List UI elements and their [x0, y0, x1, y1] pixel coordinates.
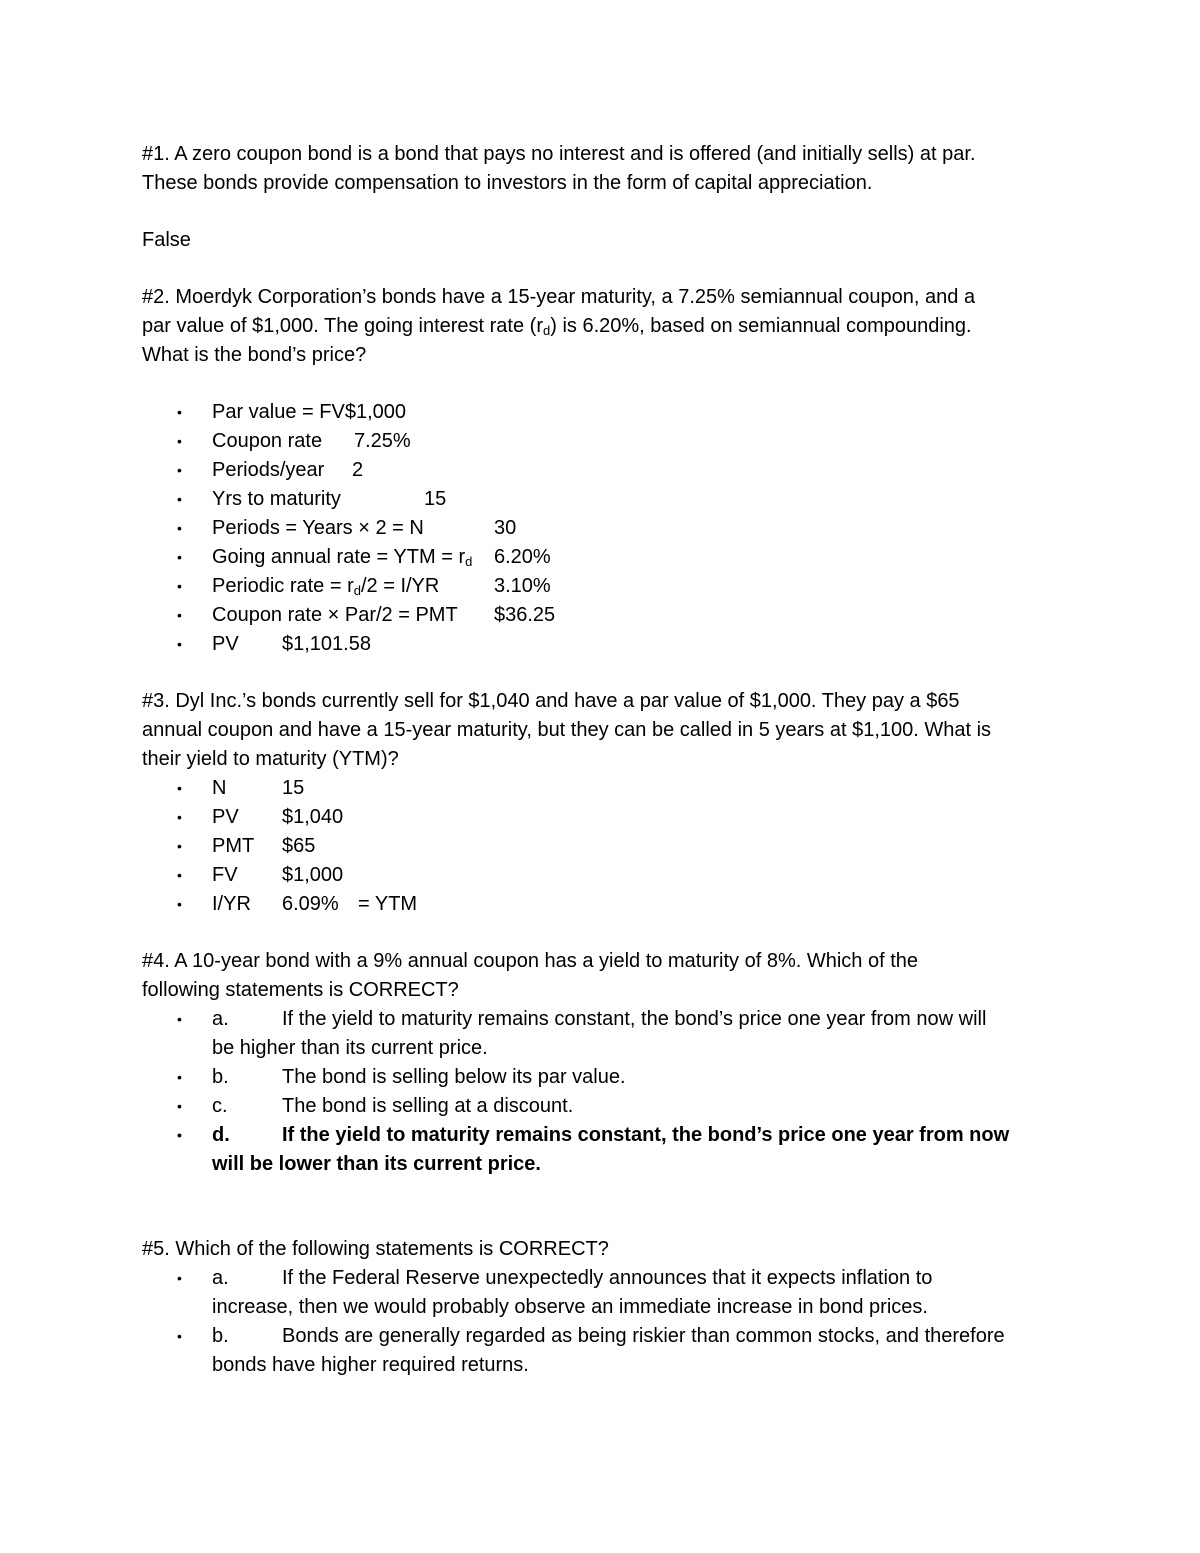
q5-options-list	[142, 1264, 1072, 1380]
list-item: • I/YR 6.09% = YTM	[177, 893, 418, 915]
q4-option-d-correct: • d. If the yield to maturity remains constant, the bond’s price one year from now will be lower than its current price.	[177, 1124, 1010, 1175]
q3-solution-list	[142, 774, 1072, 919]
list-item: • Periods/year 2	[177, 459, 364, 481]
q2-text-line-2: par value of $1,000. The going interest rate $(r_d)$ is 6.20%, based on semiannual compounding.	[142, 315, 972, 338]
q3-text-line-2: annual coupon and have a 15-year maturity, but they can be called in 5 years at $1,100. What is	[142, 719, 992, 741]
document-page	[142, 140, 1072, 1380]
question-3	[142, 687, 1072, 919]
q3-text-line-1: #3. Dyl Inc.’s bonds currently sell for $1,040 and have a par value of $1,000. They pay a $65	[142, 690, 960, 712]
q3-text-line-3: their yield to maturity (YTM)?	[142, 748, 399, 770]
list-item: • Par value = FV$1,000	[177, 401, 407, 423]
list-item: • Periodic rate = $r_d/2 = I/YR$ 3.10%	[177, 575, 551, 598]
q1-answer: False	[142, 229, 191, 251]
list-item: • N 15	[177, 777, 305, 799]
q5-option-b: • b. Bonds are generally regarded as being riskier than common stocks, and therefore bonds have higher required returns.	[177, 1325, 1005, 1376]
list-item: • Going annual rate = YTM = $r_d$ 6.20%	[177, 546, 551, 569]
list-item: • PMT $65	[177, 835, 316, 857]
list-item: • FV $1,000	[177, 864, 344, 886]
q5-text-line-1: #5. Which of the following statements is CORRECT?	[142, 1238, 609, 1260]
list-item: • PV $1,101.58	[177, 633, 371, 655]
q4-option-c: • c. The bond is selling at a discount.	[177, 1095, 574, 1117]
list-item: • Periods = Years × 2 = N 30	[177, 517, 517, 539]
q2-solution-list	[142, 398, 1072, 659]
q4-option-b: • b. The bond is selling below its par value.	[177, 1066, 626, 1088]
question-5	[142, 1235, 1072, 1380]
question-4	[142, 947, 1072, 1179]
q1-text-line-1: #1. A zero coupon bond is a bond that pays no interest and is offered (and initially sells) at par.	[142, 143, 976, 165]
q4-option-a: • a. If the yield to maturity remains constant, the bond’s price one year from now will be higher than its current price.	[177, 1008, 987, 1059]
question-2	[142, 283, 1072, 659]
q2-text-line-1: #2. Moerdyk Corporation’s bonds have a 15-year maturity, a 7.25% semiannual coupon, and a	[142, 286, 976, 308]
question-1	[142, 140, 1072, 255]
q2-text-line-3: What is the bond’s price?	[142, 344, 367, 366]
q4-text-line-1: #4. A 10-year bond with a 9% annual coupon has a yield to maturity of 8%. Which of the	[142, 950, 919, 972]
list-item: • Coupon rate 7.25%	[177, 430, 411, 452]
q4-options-list	[142, 1005, 1072, 1179]
q5-option-a: • a. If the Federal Reserve unexpectedly announces that it expects inflation to increase, then we would probably observe an immediate increase in bond prices.	[177, 1267, 933, 1318]
list-item: • Coupon rate × Par/2 = PMT $36.25	[177, 604, 556, 626]
q1-text-line-2: These bonds provide compensation to investors in the form of capital appreciation.	[142, 172, 873, 194]
list-item: • PV $1,040	[177, 806, 344, 828]
q4-text-line-2: following statements is CORRECT?	[142, 979, 459, 1001]
list-item: • Yrs to maturity 15	[177, 488, 447, 510]
